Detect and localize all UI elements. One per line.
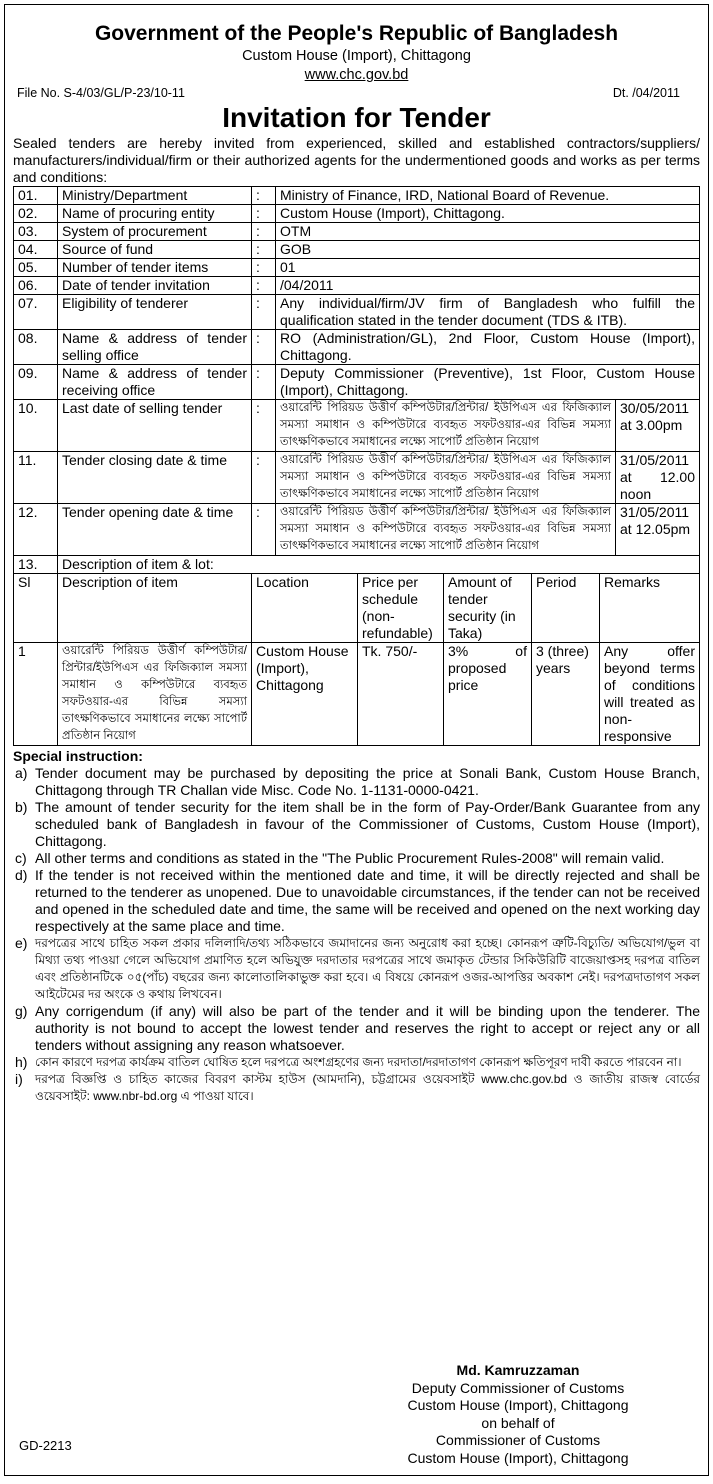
instruction-key: h) bbox=[15, 1054, 28, 1070]
table-row bbox=[14, 277, 700, 295]
intro-paragraph: Sealed tenders are hereby invited from experienced, skilled and established contractors/suppliers/ manufacturers/individual/firm or their authorized agents for the undermentioned goods and works as per terms and conditions: bbox=[13, 135, 700, 185]
signatory-office: Custom House (Import), Chittagong bbox=[407, 1397, 629, 1413]
table-row bbox=[14, 365, 700, 400]
header-description: Description of item bbox=[58, 574, 252, 643]
item-period: 3 (three) years bbox=[532, 643, 600, 746]
government-heading: Government of the People's Republic of Bangladesh bbox=[94, 22, 619, 45]
item-security: 3% of proposed price bbox=[444, 643, 532, 746]
row-number: 10. bbox=[14, 400, 58, 452]
row-label: System of procurement bbox=[58, 223, 252, 241]
table-row bbox=[14, 259, 700, 277]
instruction-text: দরপত্রের সাথে চাহিত সকল প্রকার দলিলাদি/তথ্য সঠিকভাবে জমাদানের জন্য অনুরোধ করা হচ্ছে। কোনরূপ ত্রুটি-বিচ্যুতি/ অভিযোগ/ভুল বা মিথ্যা তথ্য পাওয়া গেলে অভিযোগ প্রমাণিত হলে অভিযুক্ত দরদাতার দরপত্রের সাথে জমাকৃত টেন্ডার সিকিউরিটি বাজেয়াপ্তসহ দরপত্র বাতিল এবং প্রতিষ্ঠানটিকে ০৫(পাঁচ) বছরের জন্য কালোতালিকাভুক্ত করা হবে। এ বিষয়ে কোনরূপ ওজর-আপত্তির অবকাশ নেই। দরপত্রদাতাগণ সকল আইটেমের দর অংকে ও কথায় লিখবেন। bbox=[35, 936, 700, 1001]
instruction-item bbox=[13, 850, 700, 867]
row-number: 13. bbox=[14, 556, 58, 574]
row-description: ওয়ারেন্টি পিরিয়ড উত্তীর্ণ কম্পিউটার/প্রিন্টার/ ইউপিএস এর ফিজিক্যাল সমস্যা সমাধান ও কম্পিউটারে ব্যবহৃত সফটওয়ার-এর বিভিন্ন সমস্যা তাৎক্ষণিকভাবে সমাধানের লক্ষ্যে সাপোর্ট প্রতিষ্ঠান নিয়োগ bbox=[276, 504, 616, 556]
item-row bbox=[14, 643, 700, 746]
row-description: ওয়ারেন্টি পিরিয়ড উত্তীর্ণ কম্পিউটার/প্রিন্টার/ ইউপিএস এর ফিজিক্যাল সমস্যা সমাধান ও কম্পিউটারে ব্যবহৃত সফটওয়ার-এর বিভিন্ন সমস্যা তাৎক্ষণিকভাবে সমাধানের লক্ষ্যে সাপোর্ট প্রতিষ্ঠান নিয়োগ bbox=[276, 452, 616, 504]
row-separator: : bbox=[252, 241, 276, 259]
file-line bbox=[13, 85, 700, 101]
instruction-item bbox=[13, 1003, 700, 1054]
row-label: Name & address of tender receiving office bbox=[58, 365, 252, 400]
instruction-text: The amount of tender security for the item shall be in the form of Pay-Order/Bank Guarantee from any scheduled bank of Bangladesh in favour of the Commissioner of Customs, Custom House (Import), Chittagong. bbox=[35, 799, 700, 849]
row-number: 05. bbox=[14, 259, 58, 277]
instruction-key: i) bbox=[15, 1071, 23, 1087]
table-row bbox=[14, 330, 700, 365]
signatory-title: Deputy Commissioner of Customs bbox=[411, 1379, 625, 1396]
item-sl: 1 bbox=[14, 643, 58, 746]
instruction-item bbox=[13, 867, 700, 935]
instruction-text: কোন কারণে দরপত্র কার্যক্রম বাতিল ঘোষিত হলে দরপত্রে অংশগ্রহণের জন্য দরদাতা/দরদাতাগণ কোনরূপ ক্ষতিপূরণ দাবী করতে পারবেন না। bbox=[35, 1055, 682, 1069]
row-separator: : bbox=[252, 452, 276, 504]
row-separator: : bbox=[252, 365, 276, 400]
item-description: ওয়ারেন্টি পিরিয়ড উত্তীর্ণ কম্পিউটার/প্রিন্টার/ইউপিএস এর ফিজিক্যাল সমস্যা সমাধান ও কম্পিউটারে ব্যবহৃত সফটওয়ার-এর বিভিন্ন সমস্যা তাৎক্ষণিকভাবে সমাধানের লক্ষ্যে সাপোর্ট প্রতিষ্ঠান নিয়োগ bbox=[58, 643, 252, 746]
commissioner-office: Custom House (Import), Chittagong bbox=[407, 1449, 629, 1466]
row-value: GOB bbox=[276, 241, 700, 259]
row-value: Deputy Commissioner (Preventive), 1st Floor, Custom House (Import), Chittagong. bbox=[276, 365, 700, 400]
row-value: RO (Administration/GL), 2nd Floor, Custom House (Import), Chittagong. bbox=[276, 330, 700, 365]
row-label: Tender closing date & time bbox=[58, 452, 252, 504]
tender-notice bbox=[4, 4, 709, 1476]
row-separator: : bbox=[252, 295, 276, 330]
table-row bbox=[14, 452, 700, 504]
instruction-key: d) bbox=[15, 867, 28, 883]
instruction-text: Tender document may be purchased by depositing the price at Sonali Bank, Custom House Branch, Chittagong through TR Challan vide Misc. Code No. 1-1131-0000-0421. bbox=[35, 765, 700, 798]
row-datetime: 31/05/2011 at 12.05pm bbox=[616, 504, 700, 556]
row-separator: : bbox=[252, 277, 276, 295]
file-number: File No. S-4/03/GL/P-23/10-11 bbox=[17, 86, 185, 100]
date-table bbox=[13, 399, 700, 556]
row-label: Ministry/Department bbox=[58, 187, 252, 205]
row-separator: : bbox=[252, 205, 276, 223]
header-sl: Sl bbox=[14, 574, 58, 643]
row-datetime: 30/05/2011 at 3.00pm bbox=[616, 400, 700, 452]
instruction-item bbox=[13, 765, 700, 799]
footer-code: GD-2213 bbox=[19, 1438, 72, 1453]
row-13-table bbox=[13, 555, 700, 574]
item-header-row bbox=[14, 574, 700, 643]
table-row bbox=[14, 241, 700, 259]
header-location: Location bbox=[252, 574, 358, 643]
row-value: OTM bbox=[276, 223, 700, 241]
instruction-item bbox=[13, 1071, 700, 1105]
tender-info-table bbox=[13, 186, 700, 400]
table-row bbox=[14, 504, 700, 556]
row-number: 03. bbox=[14, 223, 58, 241]
instruction-item bbox=[13, 799, 700, 850]
instruction-text: All other terms and conditions as stated in the "The Public Procurement Rules-2008" will remain valid. bbox=[35, 850, 665, 866]
row-separator: : bbox=[252, 187, 276, 205]
row-value: Custom House (Import), Chittagong. bbox=[276, 205, 700, 223]
table-row bbox=[14, 556, 700, 574]
instruction-key: a) bbox=[15, 765, 28, 781]
row-label: Last date of selling tender bbox=[58, 400, 252, 452]
commissioner-title: Commissioner of Customs bbox=[435, 1432, 601, 1448]
row-value: Ministry of Finance, IRD, National Board of Revenue. bbox=[276, 187, 700, 205]
header-price: Price per schedule (non-refundable) bbox=[358, 574, 444, 643]
office-name: Custom House (Import), Chittagong bbox=[242, 48, 471, 64]
row-datetime: 31/05/2011 at 12.00 noon bbox=[616, 452, 700, 504]
header-remarks: Remarks bbox=[600, 574, 700, 643]
row-separator: : bbox=[252, 330, 276, 365]
item-location: Custom House (Import), Chittagong bbox=[252, 643, 358, 746]
row-label: Tender opening date & time bbox=[58, 504, 252, 556]
instruction-text: If the tender is not received within the mentioned date and time, it will be directly rejected and shall be returned to the tenderer as unopened. Due to unavoidable circumstances, if the tender can not be received and opened in the scheduled date and time, the same will be received and opened on the next working day respectively at the same place and time. bbox=[35, 867, 700, 934]
notice-date: Dt. /04/2011 bbox=[612, 86, 680, 100]
header-period: Period bbox=[532, 574, 600, 643]
instruction-item bbox=[13, 935, 700, 1003]
table-row bbox=[14, 223, 700, 241]
signature-block bbox=[388, 1362, 648, 1467]
row-number: 02. bbox=[14, 205, 58, 223]
table-row bbox=[14, 205, 700, 223]
row-separator: : bbox=[252, 400, 276, 452]
row-label: Number of tender items bbox=[58, 259, 252, 277]
website-link[interactable]: www.chc.gov.bd bbox=[304, 67, 409, 83]
row-label: Source of fund bbox=[58, 241, 252, 259]
instruction-item bbox=[13, 1054, 700, 1071]
page-title: Invitation for Tender bbox=[222, 102, 491, 133]
special-instruction-list bbox=[13, 765, 700, 1105]
table-row bbox=[14, 400, 700, 452]
instruction-key: c) bbox=[15, 850, 27, 866]
row-description: ওয়ারেন্টি পিরিয়ড উত্তীর্ণ কম্পিউটার/প্রিন্টার/ ইউপিএস এর ফিজিক্যাল সমস্যা সমাধান ও কম্পিউটারে ব্যবহৃত সফটওয়ার-এর বিভিন্ন সমস্যা তাৎক্ষণিকভাবে সমাধানের লক্ষ্যে সাপোর্ট প্রতিষ্ঠান নিয়োগ bbox=[276, 400, 616, 452]
row-value: /04/2011 bbox=[276, 277, 700, 295]
row-number: 08. bbox=[14, 330, 58, 365]
table-row bbox=[14, 187, 700, 205]
instruction-key: g) bbox=[15, 1003, 28, 1019]
row-number: 09. bbox=[14, 365, 58, 400]
instruction-key: b) bbox=[15, 799, 28, 815]
row-value: Any individual/firm/JV firm of Bangladesh who fulfill the qualification stated in the tender document (TDS & ITB). bbox=[276, 295, 700, 330]
instruction-key: e) bbox=[15, 935, 28, 951]
special-instruction-heading: Special instruction: bbox=[13, 748, 143, 764]
row-number: 11. bbox=[14, 452, 58, 504]
item-table bbox=[13, 573, 700, 746]
row-number: 06. bbox=[14, 277, 58, 295]
row-number: 07. bbox=[14, 295, 58, 330]
header-security: Amount of tender security (in Taka) bbox=[444, 574, 532, 643]
row-separator: : bbox=[252, 259, 276, 277]
table-row bbox=[14, 295, 700, 330]
item-remarks: Any offer beyond terms of conditions will treated as non-responsive bbox=[600, 643, 700, 746]
row-value: 01 bbox=[276, 259, 700, 277]
row-number: 01. bbox=[14, 187, 58, 205]
item-price: Tk. 750/- bbox=[358, 643, 444, 746]
row-number: 04. bbox=[14, 241, 58, 259]
row-label: Eligibility of tenderer bbox=[58, 295, 252, 330]
row-label: Name & address of tender selling office bbox=[58, 330, 252, 365]
on-behalf: on behalf of bbox=[481, 1414, 555, 1431]
row-label: Description of item & lot: bbox=[58, 556, 700, 574]
row-number: 12. bbox=[14, 504, 58, 556]
row-label: Date of tender invitation bbox=[58, 277, 252, 295]
instruction-text: Any corrigendum (if any) will also be part of the tender and it will be binding upon the tenderer. The authority is not bound to accept the lowest tender and reserves the right to accept or reject any or all tenders without assigning any reason whatsoever. bbox=[35, 1003, 700, 1053]
signatory-name: Md. Kamruzzaman bbox=[456, 1362, 580, 1378]
row-label: Name of procuring entity bbox=[58, 205, 252, 223]
instruction-text: দরপত্র বিজ্ঞপ্তি ও চাহিত কাজের বিবরণ কাস্টম হাউস (আমদানি), চট্টগ্রামের ওয়েবসাইট www.chc.gov.bd ও জাতীয় রাজস্ব বোর্ডের ওয়েবসাইট: www.nbr-bd.org এ পাওয়া যাবে। bbox=[35, 1072, 700, 1103]
row-separator: : bbox=[252, 504, 276, 556]
row-separator: : bbox=[252, 223, 276, 241]
